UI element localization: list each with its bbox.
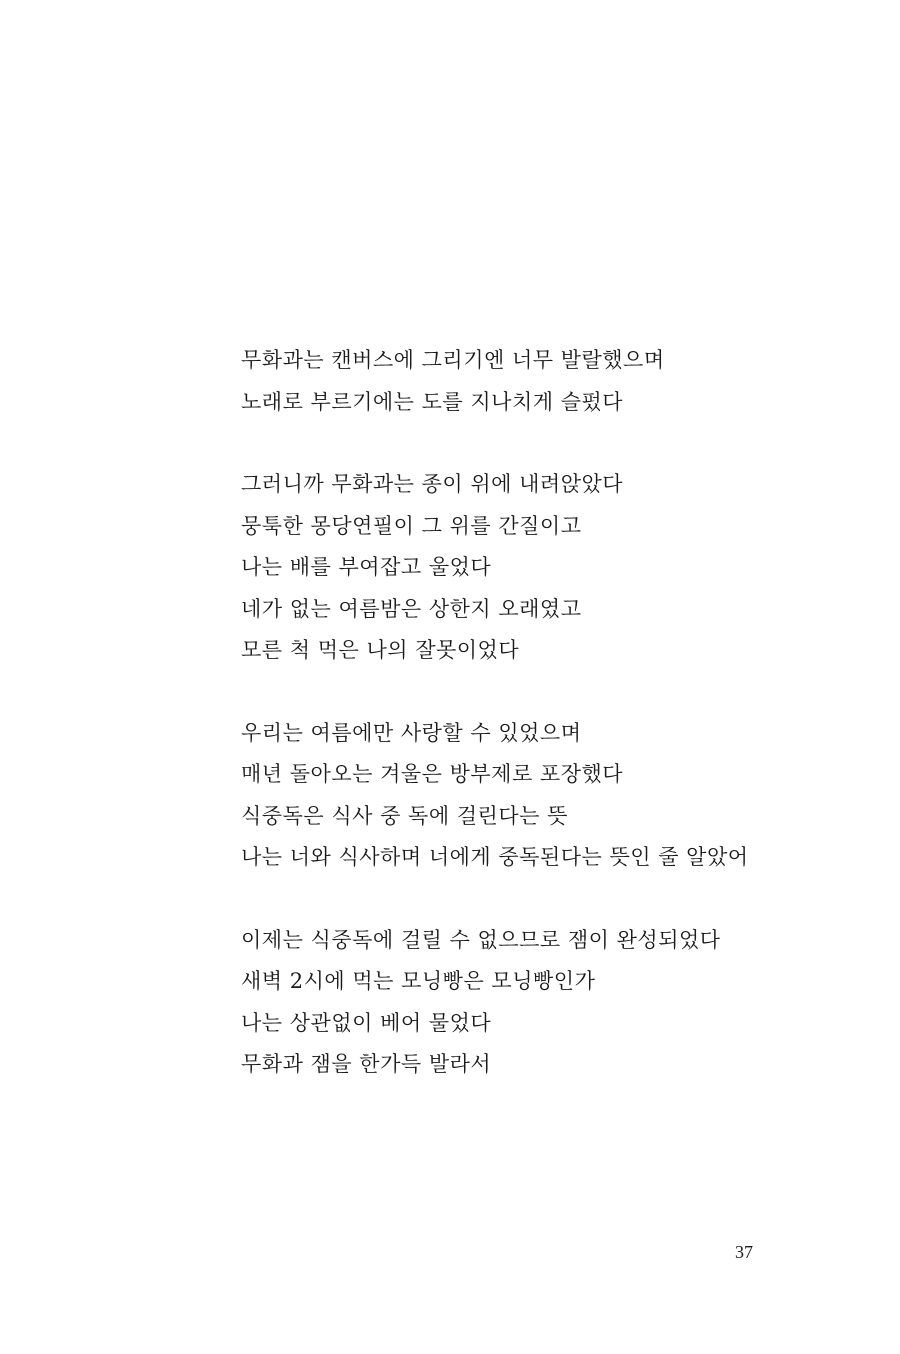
page-number: 37 xyxy=(735,1242,753,1262)
poem-line: 새벽 2시에 먹는 모닝빵은 모닝빵인가 xyxy=(241,969,596,993)
poem-line: 그러니까 무화과는 종이 위에 내려앉았다 xyxy=(241,472,624,496)
stanza-3 xyxy=(241,713,861,879)
poem-line: 매년 돌아오는 겨울은 방부제로 포장했다 xyxy=(241,762,624,786)
poem-line: 뭉툭한 몽당연필이 그 위를 간질이고 xyxy=(241,513,582,538)
stanza-2 xyxy=(241,464,861,672)
poem-line: 나는 배를 부여잡고 울었다 xyxy=(241,555,492,579)
poem-line: 이제는 식중독에 걸릴 수 없으므로 잼이 완성되었다 xyxy=(241,927,721,952)
stanza-1 xyxy=(241,340,861,423)
poem-line: 나는 너와 식사하며 너에게 중독된다는 뜻인 줄 알았어 xyxy=(241,845,749,869)
poem-line: 무화과는 캔버스에 그리기엔 너무 발랄했으며 xyxy=(241,348,665,372)
stanza-4 xyxy=(241,920,861,1086)
poem-line: 모른 척 먹은 나의 잘못이었다 xyxy=(241,638,520,662)
poem-line: 나는 상관없이 베어 물었다 xyxy=(241,1010,492,1035)
poem-line: 식중독은 식사 중 독에 걸린다는 뜻 xyxy=(241,803,568,828)
poem-line: 우리는 여름에만 사랑할 수 있었으며 xyxy=(241,720,582,745)
poem-line: 노래로 부르기에는 도를 지나치게 슬펐다 xyxy=(241,389,624,414)
poem-line: 무화과 잼을 한가득 발라서 xyxy=(241,1052,492,1076)
poem-line: 네가 없는 여름밤은 상한지 오래였고 xyxy=(241,596,582,621)
poem-body xyxy=(241,340,861,1127)
